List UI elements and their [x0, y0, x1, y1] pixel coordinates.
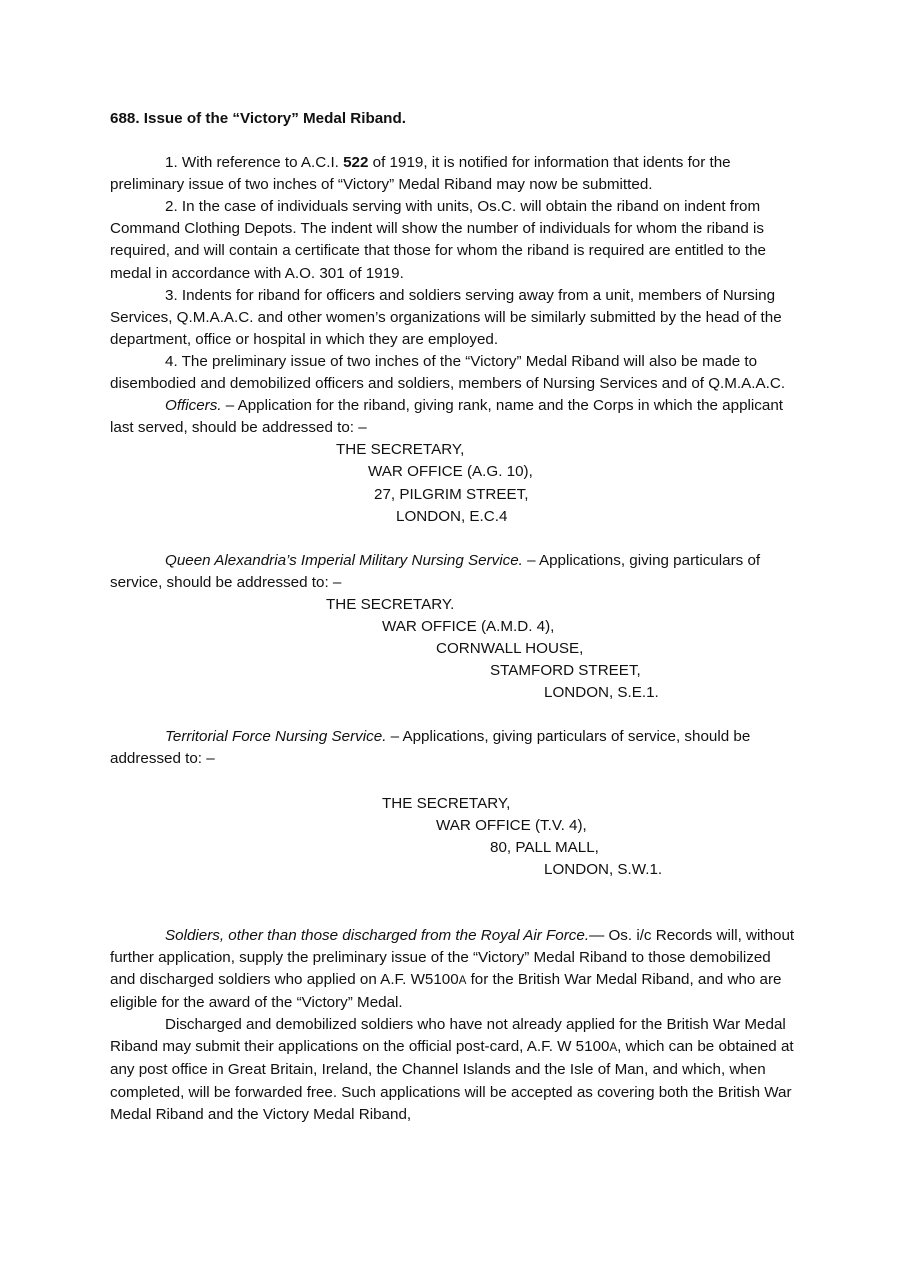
tfns-paragraph [110, 726, 800, 770]
officers-text: – Application for the riband, giving rank, name and the Corps in which the applicant last served, should be addressed to: – [110, 397, 783, 437]
address-line: WAR OFFICE (A.G. 10), [368, 463, 533, 481]
address-line: LONDON, S.E.1. [544, 684, 659, 702]
paragraph-1 [110, 152, 800, 196]
address-line: STAMFORD STREET, [490, 662, 641, 680]
discharged-paragraph [110, 1014, 800, 1125]
address-line: WAR OFFICE (T.V. 4), [436, 816, 587, 834]
tfns-text: – Applications, giving particulars of service, should be addressed to: – [110, 728, 751, 768]
address-line: THE SECRETARY. [326, 595, 455, 613]
spacer [110, 771, 800, 793]
qaimns-address [110, 594, 800, 704]
soldiers-paragraph [110, 925, 800, 1014]
qaimns-text: – Applications, giving particulars of service, should be addressed to: – [110, 551, 761, 591]
qaimns-label: Queen Alexandria’s Imperial Military Nursing Service. [165, 551, 523, 569]
form-suffix: A [609, 1042, 618, 1055]
address-line: THE SECRETARY, [382, 794, 511, 812]
tfns-label: Territorial Force Nursing Service. [165, 728, 387, 746]
page-title: 688. Issue of the “Victory” Medal Riband. [110, 110, 406, 127]
discharged-text-a: Discharged and demobilized soldiers who have not already applied for the British War Medal Riband may submit their applications on the official post-card, A.F. W 5100 [110, 1016, 786, 1056]
officers-paragraph [110, 395, 800, 439]
soldiers-text-a: — Os. i/c Records will, without further application, supply the preliminary issue of the “Victory” Medal Riband to those demobilized and discharged soldiers who applied on A.F. W5100 [110, 926, 795, 989]
soldiers-text-b: for the British War Medal Riband, and who are eligible for the award of the “Victory” Medal. [110, 971, 782, 1012]
qaimns-paragraph [110, 550, 800, 594]
paragraph-2: 2. In the case of individuals serving with units, Os.C. will obtain the riband on indent from Command Clothing Depots. The indent will show the number of individuals for whom the riband is required, and will contain a certificate that those for whom the riband is required are entitled to the medal in accordance with A.O. 301 of 1919. [110, 198, 766, 282]
tfns-address [110, 793, 800, 881]
officers-label: Officers. [165, 397, 222, 415]
address-line: 80, PALL MALL, [490, 838, 599, 856]
document-page [110, 108, 800, 1126]
discharged-text-b: , which can be obtained at any post office in Great Britain, Ireland, the Channel Islands and the Isle of Man, and which, when completed, will be forwarded free. Such applications will be accepted as covering both the British War Medal Riband and the Victory Medal Riband, [110, 1038, 794, 1123]
form-suffix: A [458, 975, 467, 988]
address-line: LONDON, E.C.4 [396, 507, 508, 525]
paragraph-4: 4. The preliminary issue of two inches of the “Victory” Medal Riband will also be made to disembodied and demobilized officers and soldiers, members of Nursing Services and of Q.M.A.A.C. [110, 352, 786, 393]
aci-number: 522 [343, 154, 369, 172]
address-line: 27, PILGRIM STREET, [374, 485, 529, 503]
spacer [110, 528, 800, 550]
soldiers-label: Soldiers, other than those discharged from the Royal Air Force. [165, 926, 590, 944]
address-line: CORNWALL HOUSE, [436, 640, 584, 658]
paragraph-1-text-a: 1. With reference to A.C.I. [165, 154, 344, 172]
paragraph-1-text-b: of 1919, it is notified for information that idents for the preliminary issue of two inches of “Victory” Medal Riband may now be submitted. [110, 154, 731, 194]
address-line: LONDON, S.W.1. [544, 860, 663, 878]
spacer [110, 704, 800, 726]
spacer [110, 881, 800, 925]
address-line: WAR OFFICE (A.M.D. 4), [382, 617, 555, 635]
officers-address [110, 439, 800, 527]
paragraph-3: 3. Indents for riband for officers and soldiers serving away from a unit, members of Nursing Services, Q.M.A.A.C. and other women’s organizations will be similarly submitted by the head of the department, office or hospital in which they are employed. [110, 286, 782, 348]
address-line: THE SECRETARY, [336, 441, 465, 459]
